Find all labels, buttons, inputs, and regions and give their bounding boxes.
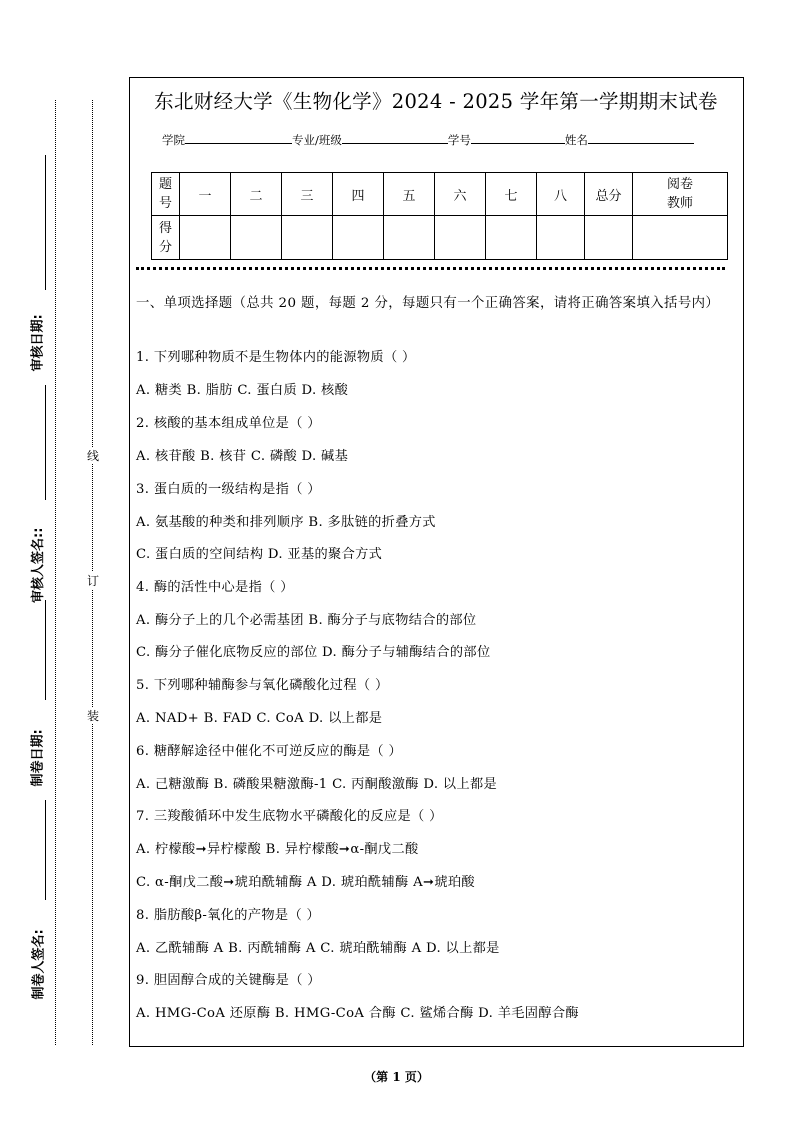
college-label: 学院 [162,133,185,147]
question-4: 4. 酶的活性中心是指（ ） [136,580,294,595]
question-4-options-cd: C. 酶分子催化底物反应的部位 D. 酶分子与辅酶结合的部位 [136,645,491,660]
section-1-heading: 一、单项选择题（总共 20 题，每题 2 分，每题只有一个正确答案，请将正确答案填入括号内） [136,296,720,311]
question-6-options: A. 己糖激酶 B. 磷酸果糖激酶-1 C. 丙酮酸激酶 D. 以上都是 [136,777,498,792]
score-header-6: 六 [435,173,486,216]
question-3: 3. 蛋白质的一级结构是指（ ） [136,482,321,497]
cut-line-char-xian: 线 [86,449,99,463]
score-header-total: 总分 [585,173,633,216]
college-field[interactable] [185,131,292,144]
compiler-signature-label: 制卷人签名: [31,929,47,1000]
score-header-grader: 阅卷 教师 [633,173,728,216]
question-3-options-ab: A. 氨基酸的种类和排列顺序 B. 多肽链的折叠方式 [136,515,436,530]
score-cell-6[interactable] [435,216,486,260]
name-field[interactable] [588,131,694,144]
question-1-options: A. 糖类 B. 脂肪 C. 蛋白质 D. 核酸 [136,383,349,398]
major-class-field[interactable] [342,131,448,144]
compile-date-blank [45,600,46,700]
question-9-options: A. HMG-CoA 还原酶 B. HMG-CoA 合酶 C. 鲨烯合酶 D. 羊毛固醇合酶 [136,1006,579,1021]
binding-dotted-line-outer [55,100,56,1045]
score-cell-2[interactable] [231,216,282,260]
cut-line-char-zhuang: 装 [86,709,99,723]
score-header-5: 五 [384,173,435,216]
page-number: （第 1 页） [364,1070,429,1084]
score-header-3: 三 [282,173,333,216]
question-5: 5. 下列哪种辅酶参与氧化磷酸化过程（ ） [136,678,389,693]
score-table-score-row [152,216,728,260]
major-class-label: 专业/班级 [292,133,342,147]
student-info-row [162,131,694,148]
score-header-question-no: 题 号 [152,173,180,216]
score-cell-8[interactable] [537,216,585,260]
score-table [151,172,728,260]
review-date-label: 审核日期: [30,314,46,372]
score-header-1: 一 [180,173,231,216]
question-6: 6. 糖酵解途径中催化不可逆反应的酶是（ ） [136,744,403,759]
question-7: 7. 三羧酸循环中发生底物水平磷酸化的反应是（ ） [136,809,443,824]
question-5-options: A. NAD+ B. FAD C. CoA D. 以上都是 [136,711,383,726]
score-table-header-row [152,173,728,216]
question-8-options: A. 乙酰辅酶 A B. 丙酰辅酶 A C. 琥珀酰辅酶 A D. 以上都是 [136,941,500,956]
question-8: 8. 脂肪酸β-氧化的产物是（ ） [136,908,321,923]
question-3-options-cd: C. 蛋白质的空间结构 D. 亚基的聚合方式 [136,547,383,562]
score-header-7: 七 [486,173,537,216]
reviewer-signature-label: 审核人签名:: [31,527,46,603]
student-id-label: 学号 [447,133,471,147]
review-date-blank [45,155,46,290]
score-header-2: 二 [231,173,282,216]
compiler-signature-blank [45,800,46,900]
score-header-4: 四 [333,173,384,216]
name-label: 姓名 [564,133,588,147]
student-id-field[interactable] [471,131,565,144]
question-2: 2. 核酸的基本组成单位是（ ） [136,416,321,431]
score-cell-3[interactable] [282,216,333,260]
score-cell-total[interactable] [585,216,633,260]
score-cell-4[interactable] [333,216,384,260]
compile-date-label: 制卷日期: [30,729,46,787]
question-7-options-ab: A. 柠檬酸➞异柠檬酸 B. 异柠檬酸➞α-酮戊二酸 [136,842,419,857]
score-row-label: 得 分 [152,216,180,260]
reviewer-signature-blank [45,385,46,500]
score-cell-1[interactable] [180,216,231,260]
cut-line-char-ding: 订 [86,574,99,588]
question-1: 1. 下列哪种物质不是生物体内的能源物质（ ） [136,350,416,365]
question-4-options-ab: A. 酶分子上的几个必需基团 B. 酶分子与底物结合的部位 [136,613,477,628]
question-7-options-cd: C. α-酮戊二酸➞琥珀酰辅酶 A D. 琥珀酰辅酶 A➞琥珀酸 [136,875,475,890]
score-cell-7[interactable] [486,216,537,260]
exam-title: 东北财经大学《生物化学》2024 - 2025 学年第一学期期末试卷 [154,90,718,113]
question-2-options: A. 核苷酸 B. 核苷 C. 磷酸 D. 碱基 [136,449,349,464]
score-header-8: 八 [537,173,585,216]
score-cell-grader[interactable] [633,216,728,260]
header-separator [136,267,725,270]
score-cell-5[interactable] [384,216,435,260]
question-9: 9. 胆固醇合成的关键酶是（ ） [136,973,321,988]
